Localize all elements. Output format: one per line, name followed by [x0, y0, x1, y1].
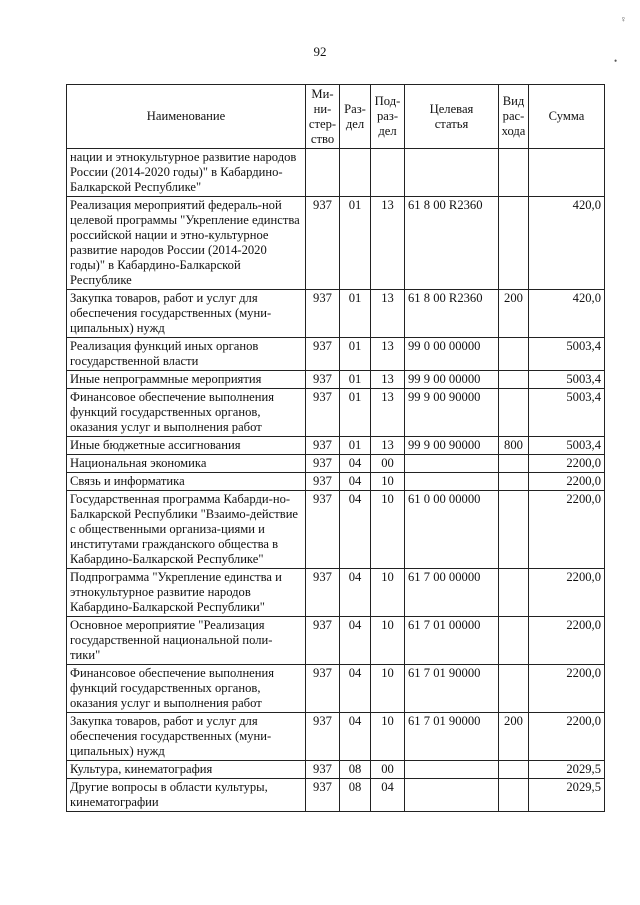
cell-name: Культура, кинематография [67, 761, 306, 779]
cell-amount: 2200,0 [529, 491, 605, 569]
cell-expense-type: 800 [499, 437, 529, 455]
table-body [67, 149, 605, 812]
cell-ministry: 937 [306, 491, 340, 569]
table-row [67, 617, 605, 665]
cell-ministry: 937 [306, 665, 340, 713]
cell-target: 61 0 00 00000 [405, 491, 499, 569]
table-row [67, 713, 605, 761]
cell-target: 61 7 01 90000 [405, 665, 499, 713]
cell-name: нации и этнокультурное развитие народов России (2014-2020 годы)" в Кабардино-Балкарской Республике" [67, 149, 306, 197]
cell-ministry: 937 [306, 761, 340, 779]
cell-subsection: 13 [371, 371, 405, 389]
cell-amount: 2200,0 [529, 569, 605, 617]
cell-amount: 420,0 [529, 197, 605, 290]
table-header-row [67, 85, 605, 149]
table-row [67, 389, 605, 437]
cell-name: Национальная экономика [67, 455, 306, 473]
cell-expense-type: 200 [499, 713, 529, 761]
header-section: Раз- дел [340, 85, 371, 149]
cell-name: Связь и информатика [67, 473, 306, 491]
cell-amount: 2029,5 [529, 761, 605, 779]
cell-amount: 2200,0 [529, 473, 605, 491]
cell-name: Основное мероприятие "Реализация государственной национальной поли-тики" [67, 617, 306, 665]
cell-subsection: 13 [371, 197, 405, 290]
cell-ministry: 937 [306, 290, 340, 338]
cell-section: 04 [340, 665, 371, 713]
table-row [67, 371, 605, 389]
cell-section: 04 [340, 491, 371, 569]
cell-target: 61 8 00 R2360 [405, 290, 499, 338]
cell-name: Финансовое обеспечение выполнения функций государственных органов, оказания услуг и выполнения работ [67, 389, 306, 437]
cell-ministry: 937 [306, 455, 340, 473]
cell-subsection: 13 [371, 437, 405, 455]
cell-target: 99 9 00 90000 [405, 389, 499, 437]
cell-name: Иные бюджетные ассигнования [67, 437, 306, 455]
cell-section: 04 [340, 569, 371, 617]
cell-expense-type: 200 [499, 290, 529, 338]
cell-amount: 420,0 [529, 290, 605, 338]
cell-target: 99 9 00 00000 [405, 371, 499, 389]
cell-section: 01 [340, 371, 371, 389]
cell-target [405, 779, 499, 812]
cell-subsection: 13 [371, 290, 405, 338]
cell-name: Закупка товаров, работ и услуг для обеспечения государственных (муни-ципальных) нужд [67, 713, 306, 761]
cell-amount: 5003,4 [529, 437, 605, 455]
cell-section [340, 149, 371, 197]
table-row [67, 338, 605, 371]
cell-ministry [306, 149, 340, 197]
cell-target: 61 7 01 90000 [405, 713, 499, 761]
cell-ministry: 937 [306, 617, 340, 665]
cell-ministry: 937 [306, 713, 340, 761]
cell-target: 61 7 00 00000 [405, 569, 499, 617]
cell-amount: 5003,4 [529, 389, 605, 437]
table-row [67, 473, 605, 491]
cell-section: 04 [340, 473, 371, 491]
budget-table [66, 84, 605, 812]
cell-section: 01 [340, 338, 371, 371]
cell-name: Иные непрограммные мероприятия [67, 371, 306, 389]
cell-subsection: 13 [371, 389, 405, 437]
cell-expense-type [499, 779, 529, 812]
cell-ministry: 937 [306, 389, 340, 437]
table-row [67, 455, 605, 473]
cell-amount: 2200,0 [529, 455, 605, 473]
cell-name: Государственная программа Кабарди-но-Балкарской Республики "Взаимо-действие с общественными организа-циями и институтами гражданского общества в Кабардино-Балкарской Республике" [67, 491, 306, 569]
cell-section: 01 [340, 437, 371, 455]
header-subsection: Под- раз- дел [371, 85, 405, 149]
cell-ministry: 937 [306, 437, 340, 455]
cell-expense-type [499, 197, 529, 290]
cell-amount: 2200,0 [529, 665, 605, 713]
cell-expense-type [499, 473, 529, 491]
cell-ministry: 937 [306, 569, 340, 617]
cell-section: 04 [340, 713, 371, 761]
cell-expense-type [499, 455, 529, 473]
cell-amount: 2200,0 [529, 617, 605, 665]
cell-subsection: 10 [371, 665, 405, 713]
cell-name: Финансовое обеспечение выполнения функций государственных органов, оказания услуг и выполнения работ [67, 665, 306, 713]
cell-ministry: 937 [306, 197, 340, 290]
table-row [67, 437, 605, 455]
cell-expense-type [499, 338, 529, 371]
cell-subsection: 10 [371, 617, 405, 665]
cell-section: 08 [340, 779, 371, 812]
cell-subsection: 00 [371, 761, 405, 779]
cell-target: 99 0 00 00000 [405, 338, 499, 371]
table-row [67, 491, 605, 569]
cell-section: 08 [340, 761, 371, 779]
cell-ministry: 937 [306, 371, 340, 389]
cell-subsection: 10 [371, 569, 405, 617]
table-row [67, 569, 605, 617]
cell-amount: 5003,4 [529, 371, 605, 389]
cell-target [405, 149, 499, 197]
cell-target [405, 473, 499, 491]
cell-expense-type [499, 569, 529, 617]
cell-name: Реализация функций иных органов государственной власти [67, 338, 306, 371]
cell-expense-type [499, 761, 529, 779]
header-expense-type: Вид рас- хода [499, 85, 529, 149]
cell-subsection: 04 [371, 779, 405, 812]
cell-subsection: 13 [371, 338, 405, 371]
cell-expense-type [499, 617, 529, 665]
cell-subsection: 10 [371, 491, 405, 569]
margin-mark-right: • [614, 56, 618, 66]
cell-target [405, 455, 499, 473]
cell-target: 99 9 00 90000 [405, 437, 499, 455]
cell-target [405, 761, 499, 779]
cell-section: 01 [340, 197, 371, 290]
cell-section: 01 [340, 389, 371, 437]
header-target: Целевая статья [405, 85, 499, 149]
cell-ministry: 937 [306, 473, 340, 491]
cell-ministry: 937 [306, 338, 340, 371]
cell-subsection: 00 [371, 455, 405, 473]
header-amount: Сумма [529, 85, 605, 149]
cell-name: Другие вопросы в области культуры, кинематографии [67, 779, 306, 812]
cell-subsection: 10 [371, 713, 405, 761]
page-number: 92 [313, 44, 327, 59]
cell-expense-type [499, 149, 529, 197]
cell-amount [529, 149, 605, 197]
cell-amount: 2029,5 [529, 779, 605, 812]
cell-amount: 5003,4 [529, 338, 605, 371]
cell-section: 04 [340, 455, 371, 473]
table-row [67, 197, 605, 290]
table-row [67, 779, 605, 812]
cell-ministry: 937 [306, 779, 340, 812]
cell-section: 04 [340, 617, 371, 665]
margin-mark-top: ♀ [620, 14, 627, 24]
cell-target: 61 7 01 00000 [405, 617, 499, 665]
header-ministry: Ми- ни- стер- ство [306, 85, 340, 149]
cell-expense-type [499, 665, 529, 713]
table-row [67, 761, 605, 779]
cell-expense-type [499, 389, 529, 437]
cell-subsection: 10 [371, 473, 405, 491]
cell-name: Реализация мероприятий федераль-ной целевой программы "Укрепление единства российской нации и этно-культурное развитие народов России (2014-2020 годы)" в Кабардино-Балкарской Республике [67, 197, 306, 290]
cell-section: 01 [340, 290, 371, 338]
table-row [67, 665, 605, 713]
cell-expense-type [499, 491, 529, 569]
cell-subsection [371, 149, 405, 197]
cell-expense-type [499, 371, 529, 389]
cell-name: Подпрограмма "Укрепление единства и этнокультурное развитие народов Кабардино-Балкарской Республики" [67, 569, 306, 617]
table-row [67, 149, 605, 197]
cell-name: Закупка товаров, работ и услуг для обеспечения государственных (муни-ципальных) нужд [67, 290, 306, 338]
header-name: Наименование [67, 85, 306, 149]
table-row [67, 290, 605, 338]
cell-target: 61 8 00 R2360 [405, 197, 499, 290]
cell-amount: 2200,0 [529, 713, 605, 761]
